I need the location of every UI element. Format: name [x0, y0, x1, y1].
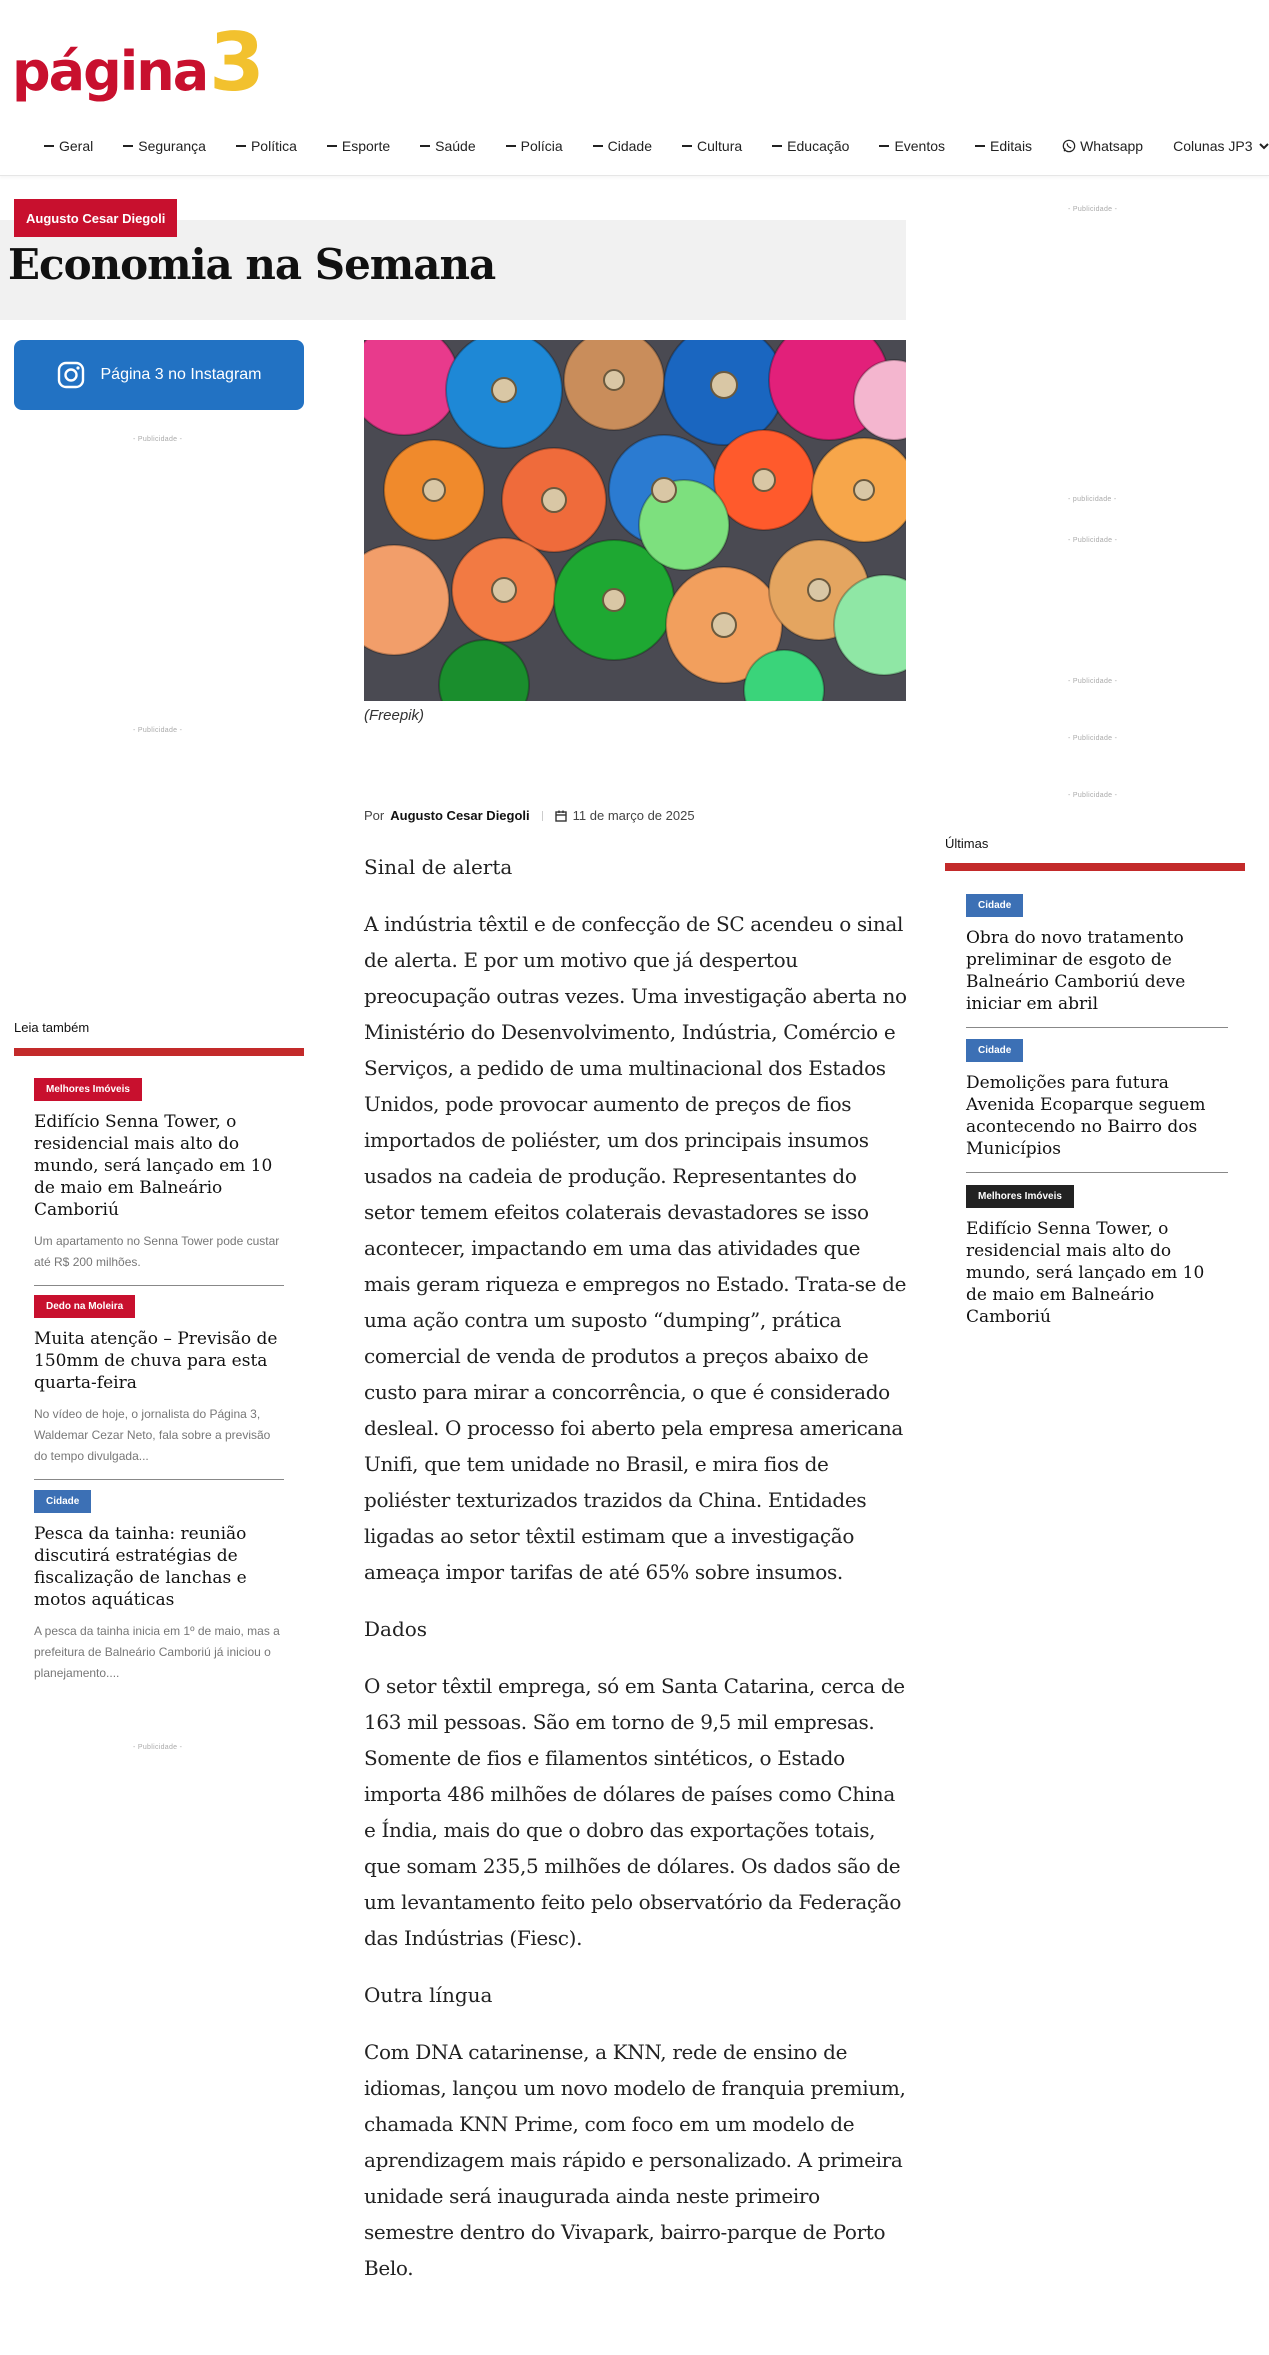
section-paragraph: Com DNA catarinense, a KNN, rede de ensino de idiomas, lançou um novo modelo de franquia premium, chamada KNN Prime, com foco em um modelo de aprendizagem mais rápido e personalizado. A primeira unidade será inaugurada ainda neste primeiro semestre dentro do Vivapark, bairro-parque de Porto Belo.: [364, 2040, 906, 2280]
dash-icon: [506, 145, 516, 147]
ad-label: - Publicidade -: [133, 436, 183, 443]
nav-item-label: Eventos: [894, 138, 946, 154]
section-heading: Outra língua: [364, 1983, 493, 2007]
ad-label: - Publicidade -: [133, 1744, 183, 1751]
ad-label: - Publicidade -: [1068, 206, 1118, 213]
dash-icon: [327, 145, 337, 147]
divider: [966, 1027, 1228, 1028]
instagram-icon: [57, 361, 85, 389]
nav-item-label: Geral: [59, 138, 94, 154]
article-link[interactable]: Pesca da tainha: reunião discutirá estratégias de fiscalização de lanchas e motos aquáticas: [34, 1524, 247, 1610]
ultimas-item: [966, 1039, 1228, 1173]
nav-item-politica[interactable]: [236, 138, 297, 154]
site-header: [0, 0, 1269, 176]
author-link[interactable]: Augusto Cesar Diegoli: [390, 808, 530, 823]
category-badge[interactable]: Dedo na Moleira: [34, 1295, 135, 1318]
nav-item-label: Educação: [787, 138, 850, 154]
nav-item-geral[interactable]: [44, 138, 93, 154]
category-badge[interactable]: Melhores Imóveis: [34, 1078, 142, 1101]
chevron-down-icon: [1259, 143, 1269, 150]
byline-prefix: Por: [364, 808, 385, 823]
article-link[interactable]: Demolições para futura Avenida Ecoparque seguem acontecendo no Bairro dos Municípios: [966, 1073, 1206, 1159]
whatsapp-icon: [1062, 139, 1076, 153]
section-heading: Sinal de alerta: [364, 855, 513, 879]
nav-item-label: Política: [250, 138, 297, 154]
article-excerpt: A pesca da tainha inicia em 1º de maio, mas a prefeitura de Balneário Camboriú já iniciou o planejamento....: [34, 1624, 280, 1680]
ad-label: - Publicidade -: [1068, 735, 1118, 742]
nav-item-editais[interactable]: [975, 138, 1032, 154]
dash-icon: [236, 145, 246, 147]
article-excerpt: Um apartamento no Senna Tower pode custar até R$ 200 milhões.: [34, 1234, 280, 1269]
nav-item-label: Whatsapp: [1080, 138, 1144, 154]
article-link[interactable]: Edifício Senna Tower, o residencial mais alto do mundo, será lançado em 10 de maio em Balneário Camboriú: [34, 1112, 273, 1220]
leia-tambem-heading: Leia também: [14, 1020, 90, 1035]
article-body: [364, 852, 909, 2310]
dash-icon: [682, 145, 692, 147]
nav-item-label: Colunas JP3: [1173, 138, 1253, 154]
ad-label: - Publicidade -: [1068, 537, 1118, 544]
leia-tambem-item: [34, 1295, 284, 1480]
ad-label: - Publicidade -: [133, 727, 183, 734]
nav-item-label: Segurança: [138, 138, 206, 154]
nav-item-cultura[interactable]: [682, 138, 742, 154]
dash-icon: [975, 145, 985, 147]
article-link[interactable]: Obra do novo tratamento preliminar de esgoto de Balneário Camboriú deve iniciar em abril: [966, 928, 1186, 1014]
instagram-button-label: Página 3 no Instagram: [100, 366, 262, 383]
leia-tambem-item: [34, 1078, 284, 1286]
nav-item-label: Polícia: [520, 138, 563, 154]
section-heading: Dados: [364, 1617, 428, 1641]
ad-label: - publicidade -: [1068, 496, 1117, 503]
divider: [966, 1172, 1228, 1173]
hero-image: [364, 340, 906, 701]
nav-item-whatsapp[interactable]: [1062, 138, 1143, 154]
nav-item-label: Saúde: [435, 138, 476, 154]
section-paragraph: A indústria têxtil e de confecção de SC acendeu o sinal de alerta. E por um motivo que já despertou preocupação outras vezes. Uma investigação aberta no Ministério do Desenvolvimento, Indústria, Comércio e Serviços, a pedido de uma multinacional dos Estados Unidos, pode provocar aumento de preços de fios importados de poliéster, um dos principais insumos usados na cadeia de produção. Representantes do setor temem efeitos colaterais devastadores se isso acontecer, impactando em uma das atividades que mais geram riqueza e empregos no Estado. Trata-se de uma ação contra um suposto “dumping”, prática comercial de venda de produtos a preços abaixo de custo para mirar a concorrência, o que é considerado desleal. O processo foi aberto pela empresa americana Unifi, que tem unidade no Brasil, e mira fios de poliéster texturizados trazidos da China. Entidades ligadas ao setor têxtil estimam que a investigação ameaça impor tarifas de até 65% sobre insumos.: [364, 912, 907, 1584]
nav-item-eventos[interactable]: [879, 138, 945, 154]
dash-icon: [593, 145, 603, 147]
category-badge[interactable]: Cidade: [34, 1490, 91, 1513]
divider: [34, 1285, 284, 1286]
nav-item-policia[interactable]: [506, 138, 563, 154]
article-meta: [364, 808, 695, 823]
nav-item-label: Editais: [990, 138, 1033, 154]
category-badge[interactable]: Cidade: [966, 1039, 1023, 1062]
main-nav: [44, 138, 1269, 154]
dash-icon: [772, 145, 782, 147]
image-caption: (Freepik): [364, 707, 425, 724]
dash-icon: [420, 145, 430, 147]
nav-item-educacao[interactable]: [772, 138, 849, 154]
nav-item-label: Esporte: [341, 138, 391, 154]
ad-label: - Publicidade -: [1068, 678, 1118, 685]
ultimas-bar: [945, 863, 1245, 871]
leia-tambem-bar: [14, 1048, 304, 1056]
category-badge[interactable]: Melhores Imóveis: [966, 1185, 1074, 1208]
divider: [34, 1479, 284, 1480]
ultimas-heading: Últimas: [945, 836, 989, 851]
section-paragraph: O setor têxtil emprega, só em Santa Catarina, cerca de 163 mil pessoas. São em torno de 9,5 mil empresas. Somente de fios e filamentos sintéticos, o Estado importa 486 milhões de dólares de países como China e Índia, mais do que o dobro das exportações totais, que somam 235,5 milhões de dólares. Os dados são de um levantamento feito pelo observatório da Federação das Indústrias (Fiesc).: [364, 1674, 905, 1950]
fabric-rolls-image: [364, 340, 906, 701]
dash-icon: [44, 145, 54, 147]
dash-icon: [879, 145, 889, 147]
ad-label: - Publicidade -: [1068, 792, 1118, 799]
divider: [542, 811, 543, 821]
nav-item-esporte[interactable]: [327, 138, 390, 154]
logo-number: 3: [209, 16, 265, 109]
ultimas-item: [966, 894, 1228, 1028]
nav-item-label: Cidade: [607, 138, 653, 154]
page-title: Economia na Semana: [8, 240, 496, 289]
article-link[interactable]: Edifício Senna Tower, o residencial mais alto do mundo, será lançado em 10 de maio em Balneário Camboriú: [966, 1219, 1205, 1327]
article-link[interactable]: Muita atenção – Previsão de 150mm de chuva para esta quarta-feira: [34, 1329, 278, 1393]
nav-item-label: Cultura: [697, 138, 743, 154]
site-logo[interactable]: [12, 16, 265, 109]
publish-date: 11 de março de 2025: [572, 808, 695, 823]
instagram-button[interactable]: [14, 340, 304, 410]
nav-item-cidade[interactable]: [593, 138, 652, 154]
calendar-icon: [555, 810, 567, 822]
logo-wordmark: página: [12, 40, 208, 103]
article-excerpt: No vídeo de hoje, o jornalista do Página 3, Waldemar Cezar Neto, fala sobre a previsão do tempo divulgada...: [34, 1407, 271, 1463]
nav-item-saude[interactable]: [420, 138, 475, 154]
leia-tambem-item: [34, 1490, 284, 1684]
dash-icon: [123, 145, 133, 147]
ultimas-item: [966, 1185, 1228, 1328]
nav-item-colunas-dropdown[interactable]: [1173, 138, 1268, 154]
category-badge[interactable]: Augusto Cesar Diegoli: [14, 199, 177, 237]
nav-item-seguranca[interactable]: [123, 138, 206, 154]
category-badge[interactable]: Cidade: [966, 894, 1023, 917]
